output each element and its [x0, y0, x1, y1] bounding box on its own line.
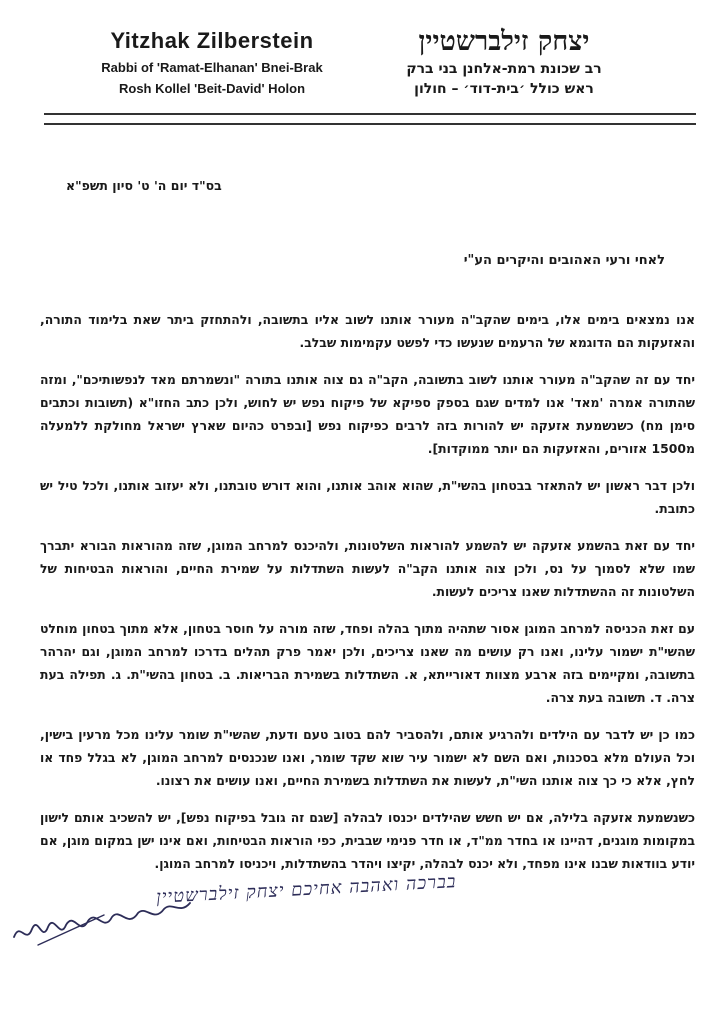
paragraph: יחד עם זאת בהשמע אזעקה יש להשמע להוראות השלטונות, ולהיכנס למרחב המוגן, שזה מהוראות הבורא יתברך שמו שלא לסמוך על נס, ולכן צוה אותנו הקב"ה לעשות השתדלות על שמירת החיים, והוראות הבטיחות של השלטונות זה ההשתדלות שאנו צריכים לעשות.: [40, 538, 695, 599]
kollel-title-english: Rosh Kollel 'Beit-David' Holon: [118, 81, 306, 96]
rabbi-name-english: Yitzhak Zilberstein: [110, 28, 314, 53]
rabbi-title-english: Rabbi of 'Ramat-Elhanan' Bnei-Brak: [101, 60, 323, 75]
letter-greeting: לאחי ורעי האהובים והיקרים הע"י: [463, 253, 665, 268]
letterhead-english: [62, 28, 362, 96]
paragraph: עם זאת הכניסה למרחב המוגן אסור שתהיה מתוך בהלה ופחד, שזה מורה על חוסר בטחון, אלא מתוך בטחון מוחלט שהשי"ת ישמור עלינו, ואנו רק עושים מה שאנו צריכים, ולכן יאמר פרק תהלים בדרכו למרחב המוגן, וגם יהרהר בתשובה, ומקיימים בזה ארבע מצוות דאורייתא, א. השתדלות בשמירת הבריאות. ב. בטחון בהשי"ת. ג. תפילה בעת צרה. ד. תשובה בעת צרה.: [40, 621, 695, 705]
rabbi-name-hebrew: יצחק זילברשטיין: [418, 26, 590, 57]
rabbi-title-hebrew: רב שכונת רמת-אלחנן בני ברק: [406, 61, 602, 77]
letter-body: [40, 308, 695, 889]
letter-date: בס"ד יום ה' ט' סיון תשפ"א: [66, 178, 222, 193]
signature-scribble: [8, 885, 208, 955]
paragraph: כמו כן יש לדבר עם הילדים ולהרגיע אותם, ולהסביר להם בטוב טעם ודעת, שהשי"ת שומר עלינו מכל מרעין בישין, וכל העולם מלא בסכנות, ואם השם לא ישמור עיר שוא שקד שומר, ואנו שנכנסים למרחב המוגן, לא בגלל פחד או לחץ, אלא כי כך צוה אותנו השי"ת, לעשות את השתדלות בשמירת החיים, ואנו עושים את רצונו.: [40, 727, 695, 788]
paragraph: ולכן דבר ראשון יש להתאזר בבטחון בהשי"ת, שהוא אוהב אותנו, והוא דורש טובתנו, ולא יעזוב אותנו, ולכל טיל יש כתובת.: [40, 478, 695, 516]
paragraph: יחד עם זה שהקב"ה מעורר אותנו לשוב בתשובה, הקב"ה גם צוה אותנו בתורה "ונשמרתם מאד לנפשותיכם", ומזה שהתורה אמרה 'מאד' אנו למדים שגם בספק ספיקא של פיקוח נפש יש לחוש, ולכן כתב החזו"א (תשובות וכתבים סימן מח) כשנשמעת אזעקה יש להורות בזה לרבים כפיקוח נפש [ובפרט כהיום שארץ ישראל מחולקת ללמעלה מ1500 אזורים, והאזעקות הם יותר ממוקדות].: [40, 372, 695, 456]
signature-area: [0, 871, 707, 935]
paragraph: כשנשמעת אזעקה בלילה, אם יש חשש שהילדים יכנסו לבהלה [שגם זה גובל בפיקוח נפש], יש להשכיב אותם לישון במקומות מוגנים, דהיינו או בחדר ממ"ד, או חדר פנימי שבבית, כפי הוראות הבטיחות, ואם אינו ישן במקום מוגן, אם יודע בוודאות שבנו אינו מפחד, ולא יכנס לבהלה, יקיצו ויהדר בהשתדלות, ויכניסו למרחב המוגן.: [40, 810, 695, 871]
letterhead: [0, 0, 707, 130]
handwritten-closing: בברכה ואהבה אחיכם יצחק זילברשטיין: [156, 871, 458, 908]
paragraph: אנו נמצאים בימים אלו, בימים שהקב"ה מעורר אותנו לשוב אליו בתשובה, ולהתחזק ביתר שאת בלימוד התורה, והאזעקות הם הדוגמא של הרעמים שנעשו כדי לפשט עקמימות שבלב.: [40, 312, 695, 350]
letterhead-divider-dash: [44, 115, 696, 119]
letterhead-hebrew: [339, 26, 669, 97]
kollel-title-hebrew: ראש כולל ׳בית-דוד׳ – חולון: [414, 81, 594, 97]
